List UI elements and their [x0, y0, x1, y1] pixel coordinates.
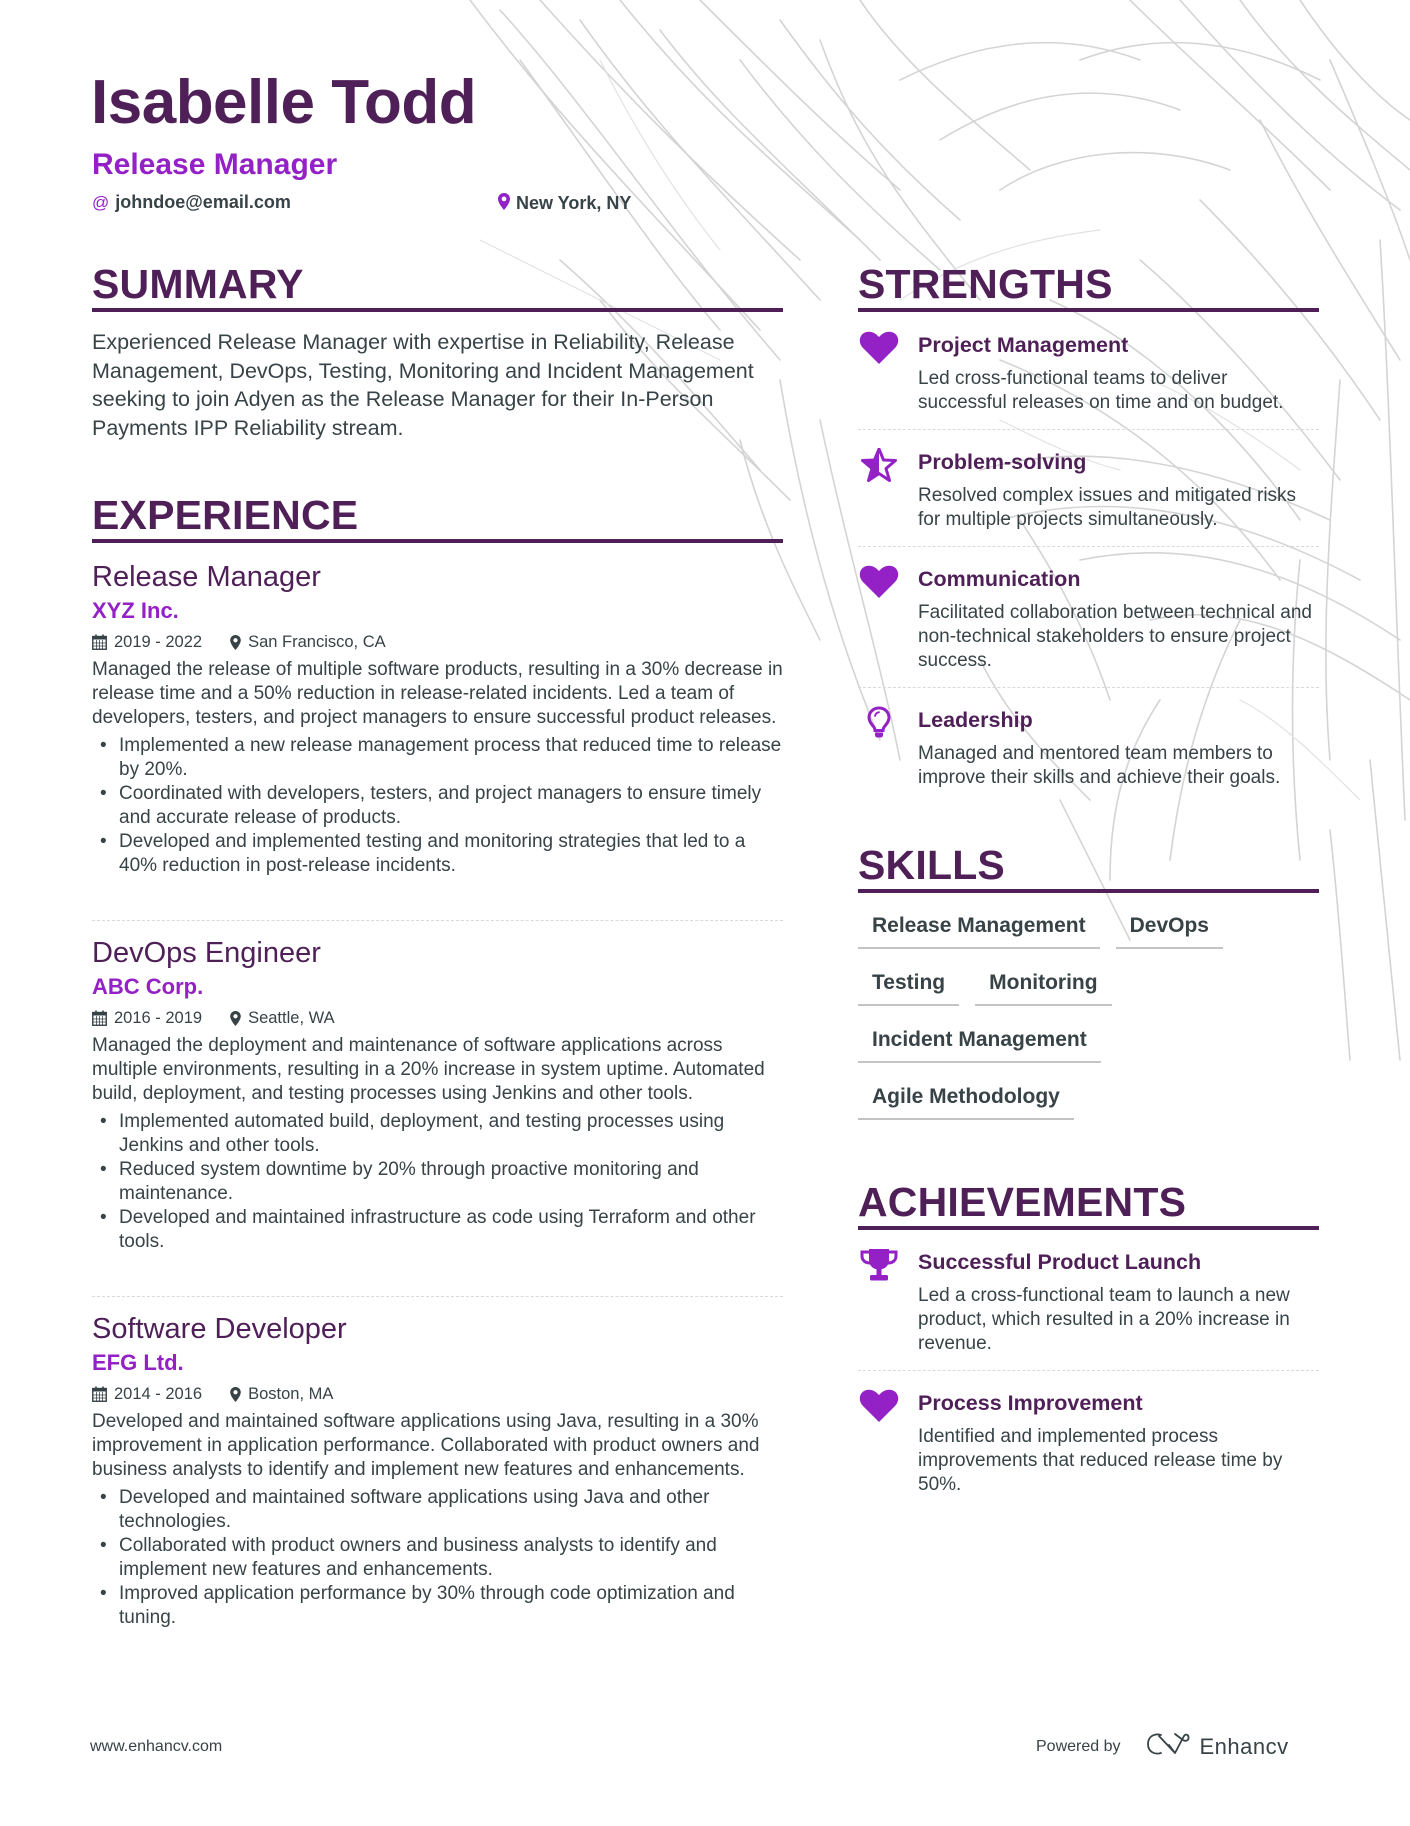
strength-divider: [858, 429, 1319, 430]
contact-email[interactable]: [92, 193, 291, 211]
experience-rule: [92, 539, 783, 543]
strength-divider: [858, 546, 1319, 547]
job-title: Release Manager: [92, 561, 321, 593]
job-title: DevOps Engineer: [92, 937, 321, 969]
achievement-description: Led a cross-functional team to launch a new product, which resulted in a 20% increase in revenue.: [918, 1285, 1290, 1354]
job-meta: [92, 1382, 783, 1406]
map-pin-icon: [230, 1387, 241, 1402]
candidate-name: Isabelle Todd: [91, 68, 477, 137]
skill-row: [858, 1077, 1319, 1120]
star-half-icon: [858, 448, 900, 484]
heart-icon: [858, 331, 900, 367]
strength-title: Project Management: [918, 333, 1129, 357]
job-dates: 2014 - 2016: [92, 1382, 202, 1406]
strength-description: Led cross-functional teams to deliver successful releases on time and on budget.: [918, 368, 1284, 413]
achievements-rule: [858, 1226, 1319, 1230]
job-company[interactable]: ABC Corp.: [92, 974, 204, 999]
map-pin-icon: [230, 1011, 241, 1026]
job-bullets: [92, 734, 783, 878]
job-bullets: [92, 1110, 783, 1254]
skill-tag: Agile Methodology: [858, 1077, 1074, 1120]
achievement-description: Identified and implemented process improvements that reduced release time by 50%.: [918, 1426, 1283, 1495]
contact-location: [498, 193, 631, 213]
strengths-rule: [858, 308, 1319, 312]
job-company[interactable]: EFG Ltd.: [92, 1350, 184, 1375]
experience-entry: [92, 1312, 783, 1630]
skill-row: [858, 963, 1319, 1006]
job-bullet: • Developed and implemented testing and monitoring strategies that led to a 40% reduction in post-release incidents.: [92, 830, 783, 878]
job-bullet: • Coordinated with developers, testers, and project managers to ensure timely and accurate release of products.: [92, 782, 783, 830]
skills-heading: SKILLS: [858, 842, 1005, 888]
candidate-role: Release Manager: [92, 148, 338, 181]
trophy-icon: [858, 1248, 900, 1284]
experience-entry: [92, 936, 783, 1254]
email-text: johndoe@email.com: [115, 192, 291, 212]
summary-rule: [92, 308, 783, 312]
job-dates: 2019 - 2022: [92, 630, 202, 654]
job-location: San Francisco, CA: [230, 630, 386, 654]
strength-description: Facilitated collaboration between technical and non-technical stakeholders to ensure project success.: [918, 602, 1312, 671]
enhancv-brand-text: Enhancv: [1199, 1734, 1289, 1759]
job-bullet: • Developed and maintained infrastructure as code using Terraform and other tools.: [92, 1206, 783, 1254]
job-location: Boston, MA: [230, 1382, 333, 1406]
skills-rule: [858, 889, 1319, 893]
strength-title: Communication: [918, 567, 1081, 591]
calendar-icon: [92, 1010, 107, 1026]
skills-list: [858, 906, 1319, 1134]
skill-tag: Release Management: [858, 906, 1100, 949]
job-meta: [92, 1006, 783, 1030]
job-bullet: • Collaborated with product owners and business analysts to identify and implement new features and enhancements.: [92, 1534, 783, 1582]
job-dates: 2016 - 2019: [92, 1006, 202, 1030]
calendar-icon: [92, 1386, 107, 1402]
skill-tag: Monitoring: [975, 963, 1111, 1006]
job-bullets: [92, 1486, 783, 1630]
job-description: Managed the deployment and maintenance of software applications across multiple environments, resulting in a 20% increase in system uptime. Automated build, deployment, and testing processes using Jenkins and other tools.: [92, 1035, 765, 1104]
achievement-divider: [858, 1370, 1319, 1371]
achievement-title: Successful Product Launch: [918, 1250, 1202, 1274]
enhancv-logo-icon: [1145, 1732, 1191, 1762]
skill-tag: Testing: [858, 963, 959, 1006]
experience-entry: [92, 560, 783, 878]
job-company[interactable]: XYZ Inc.: [92, 598, 179, 623]
skill-tag: DevOps: [1116, 906, 1223, 949]
heart-icon: [858, 1389, 900, 1425]
job-divider: [92, 1296, 783, 1297]
job-description: Developed and maintained software applications using Java, resulting in a 30% improvement in application performance. Collaborated with product owners and business analysts to identify and implement new features and enhancements.: [92, 1411, 760, 1480]
experience-heading: EXPERIENCE: [92, 492, 359, 538]
calendar-icon: [92, 634, 107, 650]
job-title: Software Developer: [92, 1313, 347, 1345]
job-divider: [92, 920, 783, 921]
location-text: New York, NY: [516, 193, 632, 213]
enhancv-logo[interactable]: [1145, 1732, 1289, 1762]
job-bullet: • Developed and maintained software applications using Java and other technologies.: [92, 1486, 783, 1534]
strength-description: Managed and mentored team members to improve their skills and achieve their goals.: [918, 743, 1281, 788]
strengths-heading: STRENGTHS: [858, 261, 1113, 307]
job-location: Seattle, WA: [230, 1006, 335, 1030]
job-bullet: • Implemented automated build, deployment, and testing processes using Jenkins and other tools.: [92, 1110, 783, 1158]
skill-tag: Incident Management: [858, 1020, 1101, 1063]
job-bullet: • Improved application performance by 30% through code optimization and tuning.: [92, 1582, 783, 1630]
summary-text: Experienced Release Manager with expertise in Reliability, Release Management, DevOps, Testing, Monitoring and Incident Management seeking to join Adyen as the Release Manager for their In-Person Payments IPP Reliability stream.: [92, 330, 754, 440]
job-meta: [92, 630, 783, 654]
website-link[interactable]: www.enhancv.com: [90, 1738, 223, 1755]
summary-heading: SUMMARY: [92, 261, 304, 307]
skill-row: [858, 1020, 1319, 1063]
powered-by-label: Powered by: [1036, 1738, 1121, 1755]
strength-title: Leadership: [918, 708, 1033, 732]
achievements-heading: ACHIEVEMENTS: [858, 1179, 1187, 1225]
strength-title: Problem-solving: [918, 450, 1087, 474]
job-bullet: • Implemented a new release management process that reduced time to release by 20%.: [92, 734, 783, 782]
map-pin-icon: [230, 635, 241, 650]
lightbulb-icon: [858, 706, 900, 742]
strength-description: Resolved complex issues and mitigated risks for multiple projects simultaneously.: [918, 485, 1297, 530]
at-icon: @: [92, 192, 110, 212]
job-bullet: • Reduced system downtime by 20% through proactive monitoring and maintenance.: [92, 1158, 783, 1206]
job-description: Managed the release of multiple software products, resulting in a 30% decrease in release time and a 50% reduction in release-related incidents. Led a team of developers, testers, and project managers to ensure successful product releases.: [92, 659, 783, 728]
powered-by: [1036, 1732, 1289, 1762]
skill-row: [858, 906, 1319, 949]
strength-divider: [858, 687, 1319, 688]
heart-icon: [858, 565, 900, 601]
achievement-title: Process Improvement: [918, 1391, 1143, 1415]
map-pin-icon: [498, 193, 510, 213]
